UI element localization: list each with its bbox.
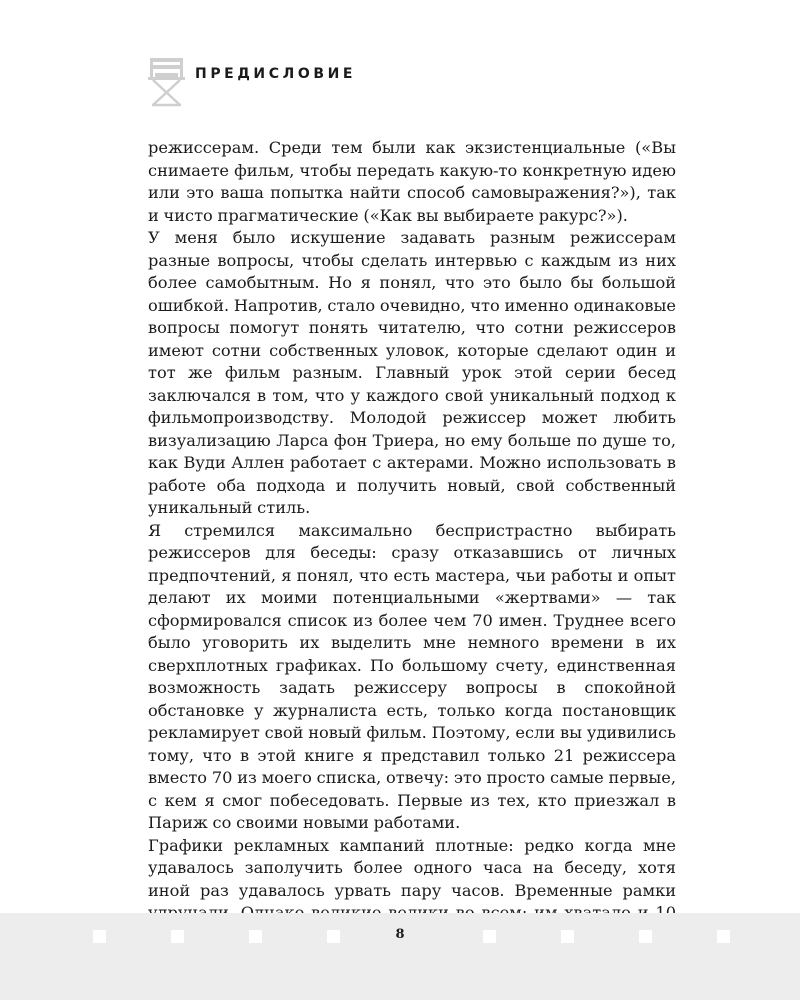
paragraph: режиссерам. Среди тем были как экзистенциальные («Вы снимаете фильм, чтобы передать какую-то конкретную идею или это ваша попытка найти способ самовыражения?»), так и чисто прагматические («Как вы выбираете ракурс?»). bbox=[148, 138, 676, 225]
page-number: 8 bbox=[395, 927, 405, 942]
page-footer bbox=[0, 913, 800, 1000]
paragraph: Графики рекламных кампаний плотные: редко когда мне удавалось заполучить более одного часа на беседу, хотя иной раз удавалось урвать пару часов. Временные рамки bbox=[148, 835, 676, 900]
paragraph: У меня было искушение задавать разным режиссерам разные вопросы, чтобы сделать интервью с каждым из них более самобытным. Но я понял, что это было бы большой ошибкой. Напротив, стало очевидно, что именно одинаковые вопросы помогут понять читателю, что сотни режиссеров имеют сотни собственных уловок, которые сделают один и тот же фильм разным. Главный урок этой серии бесед заключался в том, что у каждого свой уникальный подход к фильмопроизводству. Молодой режиссер может любить визуализацию Ларса фон Триера, но ему больше по душе то, как Вуди Аллен работает с актерами. Можно использовать в работе оба подхода и получить новый, свой собственный уникальный стиль. bbox=[148, 228, 676, 517]
paragraph: Я стремился максимально беспристрастно выбирать режиссеров для беседы: сразу отказавшись от личных предпочтений, я понял, что есть мастера, чьи работы и опыт делают их моими потенциальными «жертвами» — так сформировался список из более чем 70 имен. Труднее всего было уговорить их выделить мне немного времени в их сверхплотных графиках. По большому счету, единственная возможность задать режиссеру вопросы в спокойной обстановке у журналиста есть, только когда постановщик рекламирует свой новый фильм. Поэтому, если вы удивились тому, что в этой книге я представил только 21 режиссера вместо 70 из моего списка, отвечу: это просто самые первые, с кем я смог побеседовать. Первые из тех, кто приезжал в Париж со своими новыми работами. bbox=[148, 520, 676, 832]
section-title: ПРЕДИСЛОВИЕ bbox=[195, 66, 357, 82]
director-chair-icon bbox=[147, 52, 187, 108]
body-text bbox=[148, 137, 676, 947]
